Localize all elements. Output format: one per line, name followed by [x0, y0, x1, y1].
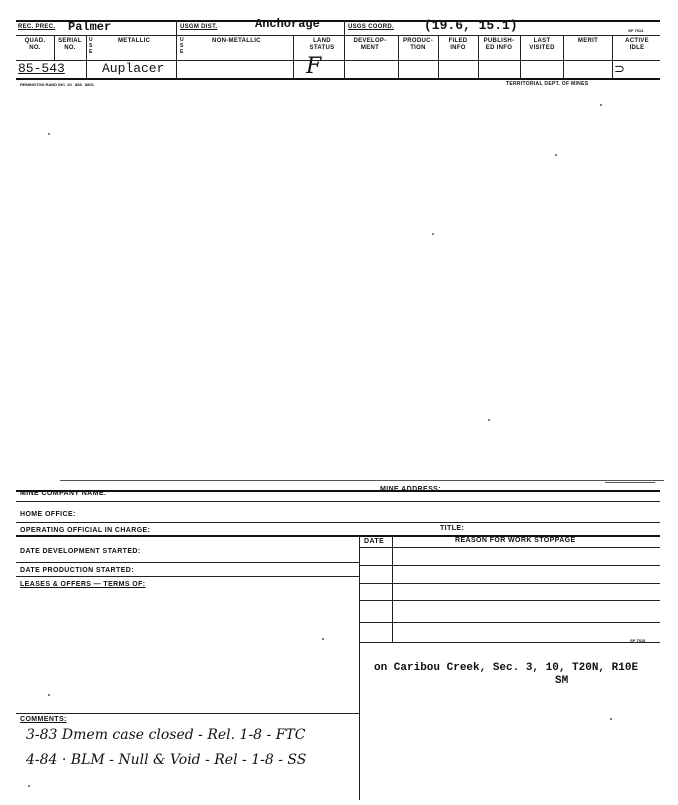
usgm-dist-value: Anchorage [255, 17, 320, 31]
rec-prec-label: REC. PREC. [18, 24, 56, 30]
date-production-label: DATE PRODUCTION STARTED: [20, 567, 134, 574]
rec-prec-value: Palmer [68, 20, 112, 34]
usgm-dist-label: USGM DIST. [180, 24, 218, 30]
title-label: TITLE: [440, 525, 465, 532]
mine-address-label: MINE ADDRESS: [380, 486, 441, 493]
comment-line-2: 4-84 · BLM - Null & Void - Rel - 1-8 - SS [26, 752, 307, 768]
operating-official-label: OPERATING OFFICIAL IN CHARGE: [20, 527, 151, 534]
col-metallic: METALLIC [118, 38, 151, 44]
record-active-idle: ⊃ [614, 61, 625, 76]
leases-label: LEASES & OFFERS — TERMS OF: [20, 581, 146, 588]
record-quad-serial: 85-543 [18, 61, 65, 76]
col-merit: MERIT [577, 38, 599, 44]
printer-line: REMINGTON RAND INC. 20 888 8801 [20, 82, 94, 87]
col-nonmetallic: NON-METALLIC [212, 38, 261, 44]
record-metallic: Auplacer [102, 61, 165, 76]
mine-company-name-label: MINE COMPANY NAME: [20, 490, 107, 497]
col-serial-no: SERIAL NO. [58, 38, 82, 51]
col-published-info: PUBLISH-ED INFO [483, 38, 515, 51]
usgs-coord-value: (19.6, 15.1) [424, 18, 518, 33]
location-line1: on Caribou Creek, Sec. 3, 10, T20N, R10E [374, 662, 639, 674]
col-last-visited: LAST VISITED [529, 38, 555, 51]
col-filed-info: FILED INFO [448, 38, 468, 51]
reason-header: REASON FOR WORK STOPPAGE [455, 537, 576, 544]
date-header: DATE [364, 538, 385, 545]
col-use-nonmetallic: U S E [180, 37, 184, 55]
record-land-status: F [306, 54, 322, 79]
form-number-back: SP 7515 [630, 638, 646, 643]
date-development-label: DATE DEVELOPMENT STARTED: [20, 548, 141, 555]
home-office-label: HOME OFFICE: [20, 511, 76, 518]
location-line2: SM [555, 675, 569, 687]
col-land-status: LAND STATUS [309, 38, 335, 51]
col-quad-no: QUAD. NO. [24, 38, 46, 51]
col-active-idle: ACTIVE IDLE [625, 38, 649, 51]
comment-line-1: 3-83 Dmem case closed - Rel. 1-8 - FTC [26, 727, 306, 743]
comments-label: COMMENTS: [20, 716, 67, 723]
department-label: TERRITORIAL DEPT. OF MINES [506, 81, 589, 87]
col-production: PRODUC-TION [402, 38, 434, 51]
col-use-metallic: U S E [89, 37, 93, 55]
form-number-front: SP 7514 [628, 28, 644, 33]
usgs-coord-label: USGS COORD. [348, 24, 394, 30]
col-development: DEVELOP-MENT [353, 38, 387, 51]
